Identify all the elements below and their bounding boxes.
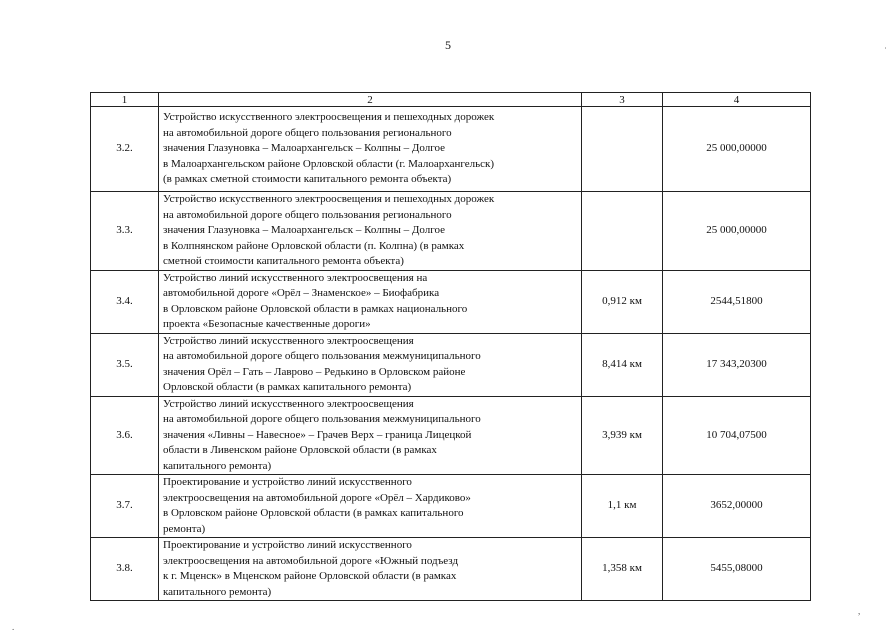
row-amount: 5455,08000 xyxy=(663,538,811,601)
row-length: 3,939 км xyxy=(582,396,663,475)
scan-speck: ˙ xyxy=(884,46,887,56)
row-length: 0,912 км xyxy=(582,270,663,333)
column-header-4: 4 xyxy=(663,93,811,107)
table-header-row xyxy=(91,93,811,107)
row-number: 3.7. xyxy=(91,475,159,538)
row-amount: 10 704,07500 xyxy=(663,396,811,475)
column-header-3: 3 xyxy=(582,93,663,107)
row-length xyxy=(582,192,663,271)
row-number: 3.6. xyxy=(91,396,159,475)
row-description: Устройство линий искусственного электроосвещения на автомобильной дороге общего пользования межмуниципального значения «Ливны – Навесное» – Грачев Верх – граница Лицецкой области в Ливенском районе Орловской области (в рамках капитального ремонта) xyxy=(159,396,582,475)
row-amount: 25 000,00000 xyxy=(663,107,811,192)
row-description: Устройство линий искусственного электроосвещения на автомобильной дороге общего пользования межмуниципального значения Орёл – Гать – Лаврово – Редькино в Орловском районе Орловской области (в рамках капитального ремонта) xyxy=(159,333,582,396)
row-number: 3.8. xyxy=(91,538,159,601)
row-amount: 17 343,20300 xyxy=(663,333,811,396)
table-row xyxy=(91,270,811,333)
table-row xyxy=(91,192,811,271)
row-number: 3.5. xyxy=(91,333,159,396)
data-table xyxy=(90,92,811,601)
row-length: 1,358 км xyxy=(582,538,663,601)
table-row xyxy=(91,107,811,192)
page-number: 5 xyxy=(445,38,451,52)
row-description: Устройство линий искусственного электроосвещения на автомобильной дороге «Орёл – Знаменское» – Биофабрика в Орловском районе Орловской области в рамках национального проекта «Безопасные качественные дороги» xyxy=(159,270,582,333)
row-length: 8,414 км xyxy=(582,333,663,396)
table-row xyxy=(91,475,811,538)
row-number: 3.2. xyxy=(91,107,159,192)
scan-speck: . xyxy=(12,622,15,632)
row-description: Проектирование и устройство линий искусственного электроосвещения на автомобильной дороге «Орёл – Хардиково» в Орловском районе Орловской области (в рамках капитального ремонта) xyxy=(159,475,582,538)
row-length xyxy=(582,107,663,192)
scan-speck: , xyxy=(858,606,861,616)
row-amount: 3652,00000 xyxy=(663,475,811,538)
row-description: Проектирование и устройство линий искусственного электроосвещения на автомобильной дороге «Южный подъезд к г. Мценск» в Мценском районе Орловской области (в рамках капитального ремонта) xyxy=(159,538,582,601)
row-length: 1,1 км xyxy=(582,475,663,538)
column-header-1: 1 xyxy=(91,93,159,107)
row-number: 3.3. xyxy=(91,192,159,271)
row-amount: 2544,51800 xyxy=(663,270,811,333)
row-description: Устройство искусственного электроосвещения и пешеходных дорожек на автомобильной дороге общего пользования регионального значения Глазуновка – Малоархангельск – Колпны – Долгое в Колпнянском районе Орловской области (п. Колпна) (в рамках сметной стоимости капитального ремонта объекта) xyxy=(159,192,582,271)
row-amount: 25 000,00000 xyxy=(663,192,811,271)
row-description: Устройство искусственного электроосвещения и пешеходных дорожек на автомобильной дороге общего пользования регионального значения Глазуновка – Малоархангельск – Колпны – Долгое в Малоархангельском районе Орловской области (г. Малоархангельск) (в рамках сметной стоимости капитального ремонта объекта) xyxy=(159,107,582,192)
row-number: 3.4. xyxy=(91,270,159,333)
column-header-2: 2 xyxy=(159,93,582,107)
table-row xyxy=(91,538,811,601)
table-row xyxy=(91,333,811,396)
table-row xyxy=(91,396,811,475)
